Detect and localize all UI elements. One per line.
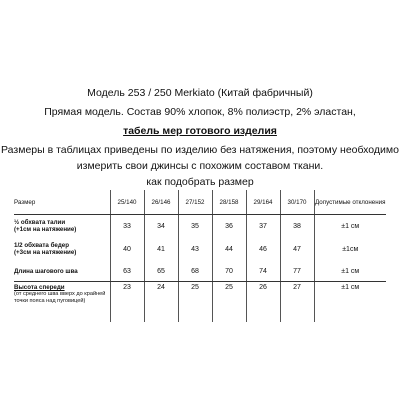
model-title: Модель 253 / 250 Merkiato (Китай фабричный) <box>87 87 313 99</box>
tolerance-cell: ±1 см <box>314 261 386 282</box>
column-header-size-2: 26/146 <box>144 190 178 215</box>
table-cell: 25 <box>178 282 212 323</box>
row-label <box>14 261 110 282</box>
column-header-size-1: 25/140 <box>110 190 144 215</box>
row-label-sub: (+1см на натяжение) <box>14 226 77 233</box>
table-cell: 43 <box>178 237 212 261</box>
table-cell: 40 <box>110 237 144 261</box>
column-header-size-4: 28/158 <box>212 190 246 215</box>
size-table <box>14 190 386 322</box>
tolerance-cell: ±1 см <box>314 215 386 238</box>
table-cell: 63 <box>110 261 144 282</box>
table-cell: 24 <box>144 282 178 323</box>
table-cell: 23 <box>110 282 144 323</box>
table-cell: 26 <box>246 282 280 323</box>
column-header-size-6: 30/170 <box>280 190 314 215</box>
column-header-size: Размер <box>14 190 110 215</box>
table-cell: 65 <box>144 261 178 282</box>
table-cell: 35 <box>178 215 212 238</box>
table-row <box>14 215 386 238</box>
column-header-tolerance: Допустимые отклонения <box>314 190 386 215</box>
table-cell: 68 <box>178 261 212 282</box>
row-label-sub: (от среднего шва вверх до крайней точки пояса над пуговицей) <box>14 291 106 304</box>
table-cell: 33 <box>110 215 144 238</box>
column-header-size-5: 29/164 <box>246 190 280 215</box>
column-header-size-3: 27/152 <box>178 190 212 215</box>
table-cell: 74 <box>246 261 280 282</box>
table-row <box>14 261 386 282</box>
table-row <box>14 237 386 261</box>
row-label-main: Длина шагового шва <box>14 267 78 275</box>
table-cell: 46 <box>246 237 280 261</box>
table-cell: 38 <box>280 215 314 238</box>
table-row <box>14 282 386 323</box>
table-cell: 77 <box>280 261 314 282</box>
row-label <box>14 282 110 323</box>
table-cell: 27 <box>280 282 314 323</box>
tolerance-cell: ±1см <box>314 237 386 261</box>
table-cell: 36 <box>212 215 246 238</box>
how-to-choose-size: как подобрать размер <box>146 176 254 188</box>
row-label <box>14 237 110 261</box>
row-label-sub: (+3см на натяжение) <box>14 249 77 256</box>
table-cell: 44 <box>212 237 246 261</box>
instructions-line-2: измерить свои джинсы с похожим составом ткани. <box>76 160 324 172</box>
tolerance-cell: ±1 см <box>314 282 386 323</box>
section-title: табель мер готового изделия <box>123 125 277 137</box>
table-cell: 41 <box>144 237 178 261</box>
table-cell: 47 <box>280 237 314 261</box>
table-cell: 70 <box>212 261 246 282</box>
row-label-main: 1/2 обхвата бедер <box>14 242 69 249</box>
row-label-main: ½ обхвата талии <box>14 219 66 226</box>
row-label-main: Высота спереди <box>14 284 65 291</box>
table-cell: 34 <box>144 215 178 238</box>
model-composition: Прямая модель. Состав 90% хлопок, 8% полиэстр, 2% эластан, <box>44 106 356 118</box>
table-cell: 25 <box>212 282 246 323</box>
table-header-row <box>14 190 386 215</box>
instructions-line-1: Размеры в таблицах приведены по изделию без натяжения, поэтому необходимо <box>1 144 399 156</box>
row-label <box>14 215 110 238</box>
table-cell: 37 <box>246 215 280 238</box>
